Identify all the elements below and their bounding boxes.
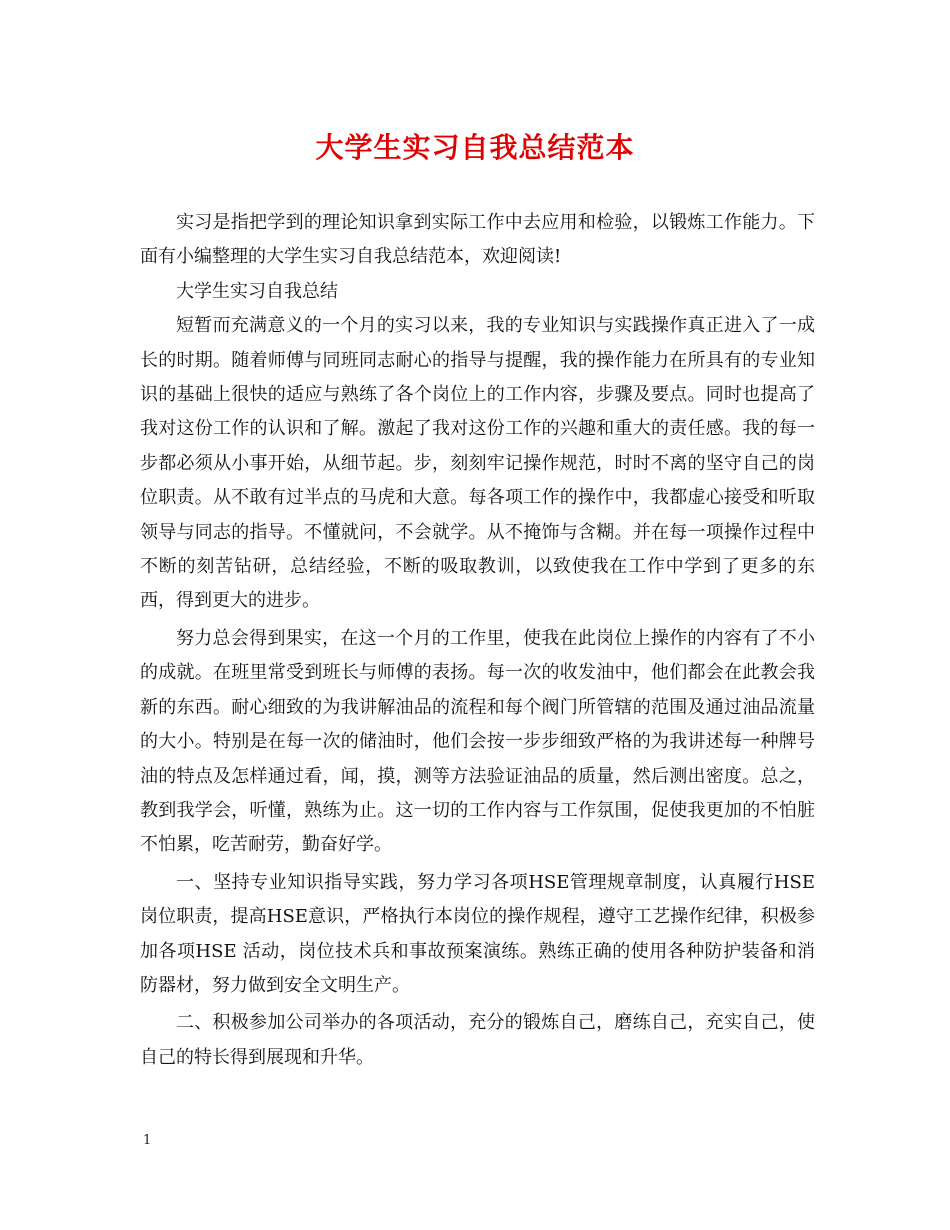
body-paragraph: 短暂而充满意义的一个月的实习以来，我的专业知识与实践操作真正进入了一成长的时期。随着师傅与同班同志耐心的指导与提醒，我的操作能力在所具有的专业知识的基础上很快的适应与熟练了各个岗位上的工作内容，步骤及要点。同时也提高了我对这份工作的认识和了解。激起了我对这份工作的兴趣和重大的责任感。我的每一步都必须从小事开始，从细节起。步，刻刻牢记操作规范，时时不离的坚守自己的岗位职责。从不敢有过半点的马虎和大意。每各项工作的操作中，我都虚心接受和听取领导与同志的指导。不懂就问，不会就学。从不掩饰与含糊。并在每一项操作过程中不断的刻苦钻研，总结经验，不断的吸取教训，以致使我在工作中学到了更多的东西，得到更大的进步。 [140, 315, 815, 612]
section-heading: 大学生实习自我总结 [176, 280, 338, 302]
body-paragraph: 一、坚持专业知识指导实践，努力学习各项HSE管理规章制度，认真履行HSE岗位职责，提高HSE意识，严格执行本岗位的操作规程，遵守工艺操作纪律，积极参加各项HSE 活动，岗位技术兵和事故预案演练。熟练正确的使用各种防护装备和消防器材，努力做到安全文明生产。 [140, 871, 815, 996]
intro-paragraph: 实习是指把学到的理论知识拿到实际工作中去应用和检验，以锻炼工作能力。下面有小编整理的大学生实习自我总结范本，欢迎阅读! [140, 212, 815, 268]
page-number: 1 [143, 1133, 152, 1148]
document-body [140, 206, 815, 1075]
body-paragraph: 努力总会得到果实，在这一个月的工作里，使我在此岗位上操作的内容有了不小的成就。在班里常受到班长与师傅的表扬。每一次的收发油中，他们都会在此教会我新的东西。耐心细致的为我讲解油品的流程和每个阀门所管辖的范围及通过油品流量的大小。特别是在每一次的储油时，他们会按一步步细致严格的为我讲述每一种牌号油的特点及怎样通过看，闻，摸，测等方法验证油品的质量，然后测出密度。总之，教到我学会，听懂，熟练为止。这一切的工作内容与工作氛围，促使我更加的不怕脏不怕累，吃苦耐劳，勤奋好学。 [140, 627, 815, 856]
document-title: 大学生实习自我总结范本 [315, 131, 635, 164]
body-paragraph: 二、积极参加公司举办的各项活动，充分的锻炼自己，磨练自己，充实自己，使自己的特长得到展现和升华。 [140, 1012, 815, 1068]
